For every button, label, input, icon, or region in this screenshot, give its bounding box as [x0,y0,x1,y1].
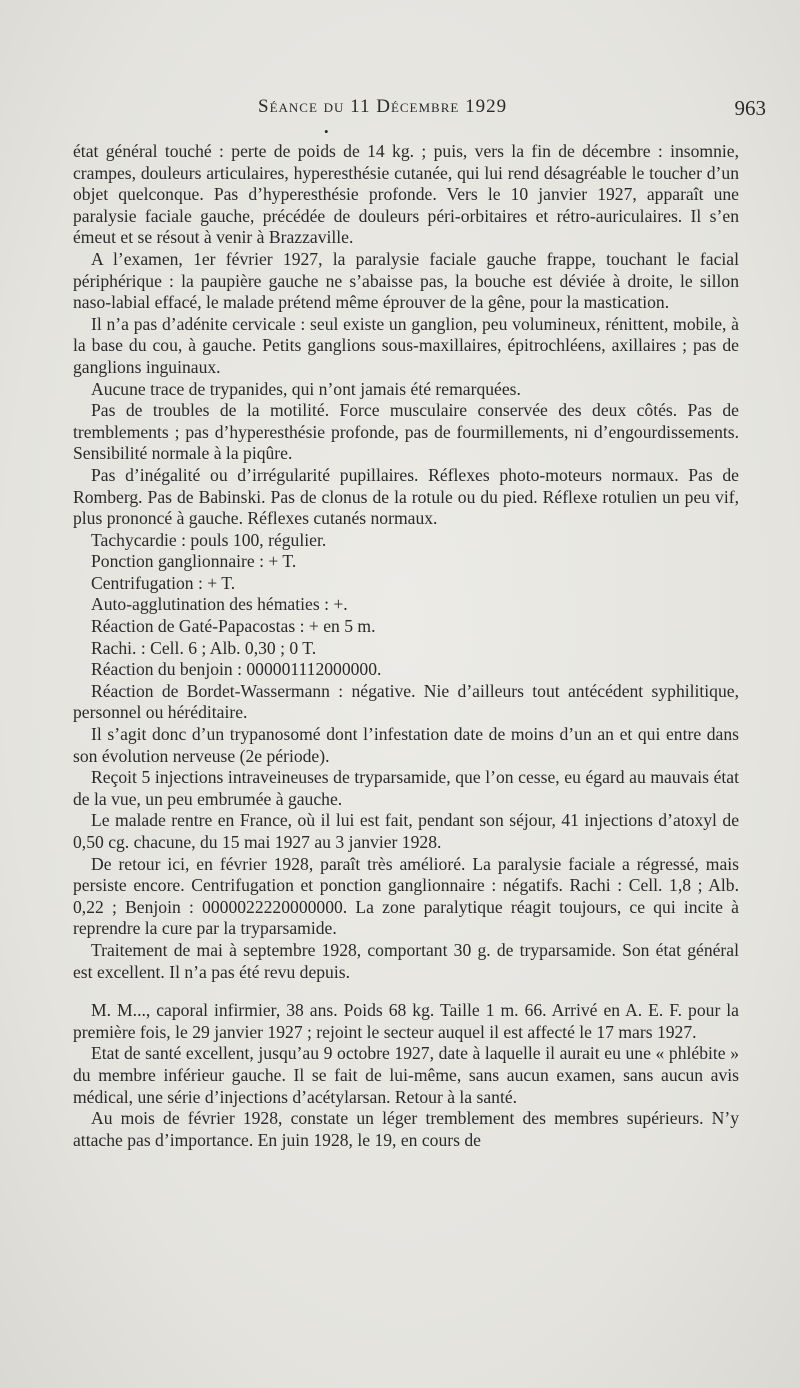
paragraph: A l’examen, 1er février 1927, la paralysie faciale gauche frappe, touchant le facial périphérique : la paupière gauche ne s’abaisse pas, la bouche est déviée à droite, le sillon naso-labial effacé, le malade prétend même éprouver de la gêne, pour la mastication. [73,248,739,313]
paragraph: Ponction ganglionnaire : + T. [91,551,297,572]
paragraph: Centrifugation : + T. [91,572,236,593]
paragraph: Rachi. : Cell. 6 ; Alb. 0,30 ; 0 T. [91,637,317,658]
paragraph: Réaction du benjoin : 000001112000000. [91,659,382,680]
paragraph: M. M..., caporal infirmier, 38 ans. Poids 68 kg. Taille 1 m. 66. Arrivé en A. E. F. pour la première fois, le 29 janvier 1927 ; rejoint le secteur auquel il est affecté le 17 mars 1927. [73,1000,739,1042]
paragraph: Pas de troubles de la motilité. Force musculaire conservée des deux côtés. Pas de tremblements ; pas d’hyperesthésie profonde, pas de fourmillements, ni d’engourdissements. Sensibilité normale à la piqûre. [73,400,739,464]
paragraph: Il n’a pas d’adénite cervicale : seul existe un ganglion, peu volumineux, rénittent, mobile, à la base du cou, à gauche. Petits ganglions sous-maxillaires, épitrochléens, axillaires ; pas de ganglions inguinaux. [73,313,739,377]
paragraph: état général touché : perte de poids de 14 kg. ; puis, vers la fin de décembre : insomnie, crampes, douleurs articulaires, hyperesthésie cutanée, qui lui rend désagréable le toucher d’un objet quelconque. Pas d’hyperesthésie profonde. Vers le 10 janvier 1927, apparaît une paralysie faciale gauche, précédée de douleurs péri-orbitaires et rétro-auriculaires. Il s’en émeut et se résout à venir à Brazzaville. [73,141,739,248]
page-number: 963 [734,96,766,120]
paragraph: Reçoit 5 injections intraveineuses de tryparsamide, que l’on cesse, eu égard au mauvais état de la vue, un peu embrumée à gauche. [73,767,739,809]
paragraph: De retour ici, en février 1928, paraît très amélioré. La paralysie faciale a régressé, mais persiste encore. Centrifugation et ponction ganglionnaire : négatifs. Rachi : Cell. 1,8 ; Alb. 0,22 ; Benjoin : 0000022220000000. La zone paralytique réagit toujours, ce qui incite à reprendre la cure par la tryparsamide. [73,853,739,939]
printer-mark: • [324,124,329,139]
paragraph: Aucune trace de trypanides, qui n’ont jamais été remarquées. [91,378,521,399]
paragraph: Il s’agit donc d’un trypanosomé dont l’infestation date de moins d’un an et qui entre dans son évolution nerveuse (2e période). [73,724,739,766]
body-text [73,141,739,1151]
paragraph: Tachycardie : pouls 100, régulier. [91,529,327,550]
running-head: Séance du 11 Décembre 1929 [258,96,508,117]
paragraph: Au mois de février 1928, constate un léger tremblement des membres supérieurs. N’y attache pas d’importance. En juin 1928, le 19, en cours de [73,1108,739,1150]
paragraph: Le malade rentre en France, où il lui est fait, pendant son séjour, 41 injections d’atoxyl de 0,50 cg. chacune, du 15 mai 1927 au 3 janvier 1928. [73,810,739,852]
paragraph: Etat de santé excellent, jusqu’au 9 octobre 1927, date à laquelle il aurait eu une « phlébite » du membre inférieur gauche. Il se fait de lui-même, sans aucun examen, sans aucun avis médical, une série d’injections d’acétylarsan. Retour à la santé. [73,1043,739,1107]
paragraph: Traitement de mai à septembre 1928, comportant 30 g. de tryparsamide. Son état général est excellent. Il n’a pas été revu depuis. [73,939,739,982]
paragraph: Réaction de Gaté-Papacostas : + en 5 m. [91,616,376,637]
paragraph: Réaction de Bordet-Wassermann : négative. Nie d’ailleurs tout antécédent syphilitique, personnel ou héréditaire. [73,680,739,723]
page-header [90,96,766,124]
paragraph: Pas d’inégalité ou d’irrégularité pupillaires. Réflexes photo-moteurs normaux. Pas de Romberg. Pas de Babinski. Pas de clonus de la rotule ou du pied. Réflexe rotulien un peu vif, plus prononcé à gauche. Réflexes cutanés normaux. [73,464,739,529]
paragraph: Auto-agglutination des hématies : +. [91,594,348,615]
